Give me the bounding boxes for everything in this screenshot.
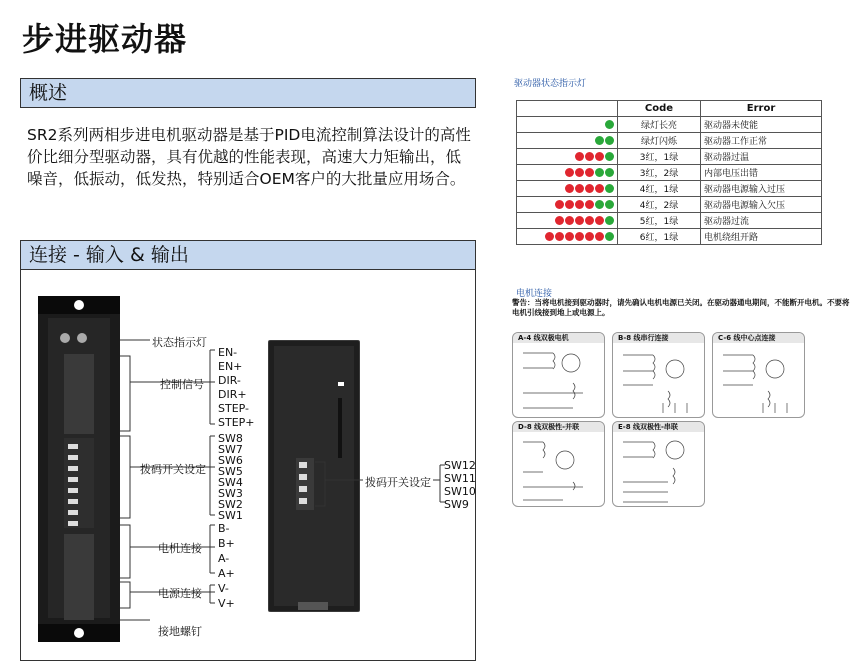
connection-heading: 连接 - 输入 & 输出: [20, 240, 476, 270]
red-led-icon: [595, 184, 604, 193]
wiring-e-title: -8 线双极性-串联: [622, 423, 678, 431]
wiring-c-letter: C: [718, 334, 724, 342]
red-led-icon: [575, 184, 584, 193]
pin-a-plus: A+: [218, 567, 235, 580]
led-error-cell: 内部电压出错: [701, 165, 822, 181]
red-led-icon: [595, 232, 604, 241]
led-code-cell: 5红，1绿: [618, 213, 701, 229]
pin-sw12: SW12: [444, 459, 476, 472]
green-led-icon: [605, 184, 614, 193]
led-table-row: [517, 229, 822, 245]
red-led-icon: [585, 184, 594, 193]
red-led-icon: [585, 200, 594, 209]
led-pattern-cell: [517, 181, 618, 197]
wiring-diagram-b: [612, 332, 705, 418]
wiring-diagram-a: [512, 332, 605, 418]
wiring-b-title: -8 线串行连接: [623, 334, 669, 342]
led-pattern-cell: [517, 165, 618, 181]
red-led-icon: [575, 232, 584, 241]
wiring-b-letter: B: [618, 334, 624, 342]
pin-en-plus: EN+: [218, 360, 243, 373]
green-led-icon: [595, 200, 604, 209]
led-status-table: [516, 100, 822, 245]
red-led-icon: [565, 184, 574, 193]
red-led-icon: [575, 200, 584, 209]
pin-sw1: SW1: [218, 509, 243, 522]
wiring-d-title: -8 线双极性-并联: [523, 423, 580, 431]
led-code-cell: 3红，1绿: [618, 149, 701, 165]
ground-screw-label: 接地螺钉: [158, 625, 202, 638]
green-led-icon: [605, 232, 614, 241]
side-dip-switch-label: 拨码开关设定: [365, 476, 431, 489]
dip-switch-label: 拨码开关设定: [140, 463, 206, 476]
page-title: 步进驱动器: [22, 20, 188, 58]
led-code-cell: 4红，1绿: [618, 181, 701, 197]
red-led-icon: [555, 232, 564, 241]
pin-sw10: SW10: [444, 485, 476, 498]
red-led-icon: [575, 152, 584, 161]
pin-a-minus: A-: [218, 552, 230, 565]
red-led-icon: [555, 216, 564, 225]
led-table-title: 驱动器状态指示灯: [514, 79, 587, 89]
wiring-diagram-c: [712, 332, 805, 418]
motor-connection-title: 电机连接: [516, 289, 553, 299]
wiring-c-title: -6 线中心点连接: [723, 334, 776, 342]
led-code-cell: 6红，1绿: [618, 229, 701, 245]
led-col-error: Error: [701, 101, 822, 117]
pin-en-minus: EN-: [218, 346, 238, 359]
red-led-icon: [585, 152, 594, 161]
led-table-row: [517, 117, 822, 133]
red-led-icon: [575, 216, 584, 225]
wiring-a-schematic: [513, 343, 604, 417]
green-led-icon: [605, 136, 614, 145]
led-error-cell: 驱动器工作正常: [701, 133, 822, 149]
pin-dir-minus: DIR-: [218, 374, 241, 387]
red-led-icon: [575, 168, 584, 177]
motor-warning-text: 警告：当将电机接到驱动器时，请先确认电机电源已关闭。在驱动器通电期间，不能断开电机。不要将电机引线接到地上或电源上。: [512, 298, 850, 317]
green-led-icon: [605, 168, 614, 177]
led-pattern-cell: [517, 117, 618, 133]
led-code-cell: 4红，2绿: [618, 197, 701, 213]
led-code-cell: 3红，2绿: [618, 165, 701, 181]
green-led-icon: [595, 136, 604, 145]
led-code-cell: 绿灯闪烁: [618, 133, 701, 149]
pin-b-plus: B+: [218, 537, 235, 550]
wiring-c-schematic: [713, 343, 804, 417]
red-led-icon: [545, 232, 554, 241]
green-led-icon: [605, 216, 614, 225]
pin-step-minus: STEP-: [218, 402, 250, 415]
led-col-code: Code: [618, 101, 701, 117]
led-pattern-cell: [517, 197, 618, 213]
power-connection-label: 电源连接: [158, 587, 202, 600]
wiring-e-letter: E: [618, 423, 623, 431]
red-led-icon: [595, 152, 604, 161]
led-table-row: [517, 133, 822, 149]
wiring-a-letter: A: [518, 334, 524, 342]
overview-text: SR2系列两相步进电机驱动器是基于PID电流控制算法设计的高性价比细分型驱动器，具有优越的性能表现，高速大力矩输出，低噪音，低振动，低发热，特别适合OEM客户的大批量应用场合。: [27, 126, 471, 188]
led-error-cell: 驱动器过流: [701, 213, 822, 229]
pin-v-minus: V-: [218, 582, 229, 595]
wiring-diagram-e: [612, 421, 705, 507]
wiring-b-schematic: [613, 343, 704, 417]
control-signal-label: 控制信号: [160, 378, 204, 391]
pin-sw6: SW6: [218, 454, 243, 467]
red-led-icon: [565, 216, 574, 225]
led-code-cell: 绿灯长亮: [618, 117, 701, 133]
driver-front-illustration: [38, 296, 120, 642]
green-led-icon: [605, 152, 614, 161]
pin-sw8: SW8: [218, 432, 243, 445]
led-pattern-cell: [517, 213, 618, 229]
red-led-icon: [565, 232, 574, 241]
pin-sw9: SW9: [444, 498, 469, 511]
wiring-a-title: -4 线双极电机: [523, 334, 569, 342]
pin-sw11: SW11: [444, 472, 476, 485]
pin-dir-plus: DIR+: [218, 388, 247, 401]
red-led-icon: [585, 168, 594, 177]
motor-connection-label: 电机连接: [158, 542, 202, 555]
red-led-icon: [585, 232, 594, 241]
led-table-row: [517, 181, 822, 197]
led-error-cell: 电机绕组开路: [701, 229, 822, 245]
wiring-d-letter: D: [518, 423, 524, 431]
led-table-row: [517, 197, 822, 213]
green-led-icon: [605, 120, 614, 129]
green-led-icon: [605, 200, 614, 209]
pin-sw5: SW5: [218, 465, 243, 478]
red-led-icon: [585, 216, 594, 225]
led-table-row: [517, 149, 822, 165]
status-led-label: 状态指示灯: [152, 336, 207, 349]
green-led-icon: [595, 168, 604, 177]
pin-sw4: SW4: [218, 476, 243, 489]
red-led-icon: [565, 200, 574, 209]
pin-sw3: SW3: [218, 487, 243, 500]
overview-heading: 概述: [20, 78, 476, 108]
red-led-icon: [595, 216, 604, 225]
led-pattern-cell: [517, 229, 618, 245]
led-col-pattern: [517, 101, 618, 117]
led-error-cell: 驱动器电源输入欠压: [701, 197, 822, 213]
pin-b-minus: B-: [218, 522, 230, 535]
led-pattern-cell: [517, 149, 618, 165]
wiring-diagram-d: [512, 421, 605, 507]
led-pattern-cell: [517, 133, 618, 149]
led-error-cell: 驱动器电源输入过压: [701, 181, 822, 197]
red-led-icon: [565, 168, 574, 177]
led-error-cell: 驱动器未使能: [701, 117, 822, 133]
led-table-row: [517, 213, 822, 229]
pin-v-plus: V+: [218, 597, 235, 610]
wiring-d-schematic: [513, 432, 604, 506]
pin-step-plus: STEP+: [218, 416, 255, 429]
wiring-e-schematic: [613, 432, 704, 506]
pin-sw2: SW2: [218, 498, 243, 511]
led-error-cell: 驱动器过温: [701, 149, 822, 165]
pin-sw7: SW7: [218, 443, 243, 456]
led-table-row: [517, 165, 822, 181]
red-led-icon: [555, 200, 564, 209]
